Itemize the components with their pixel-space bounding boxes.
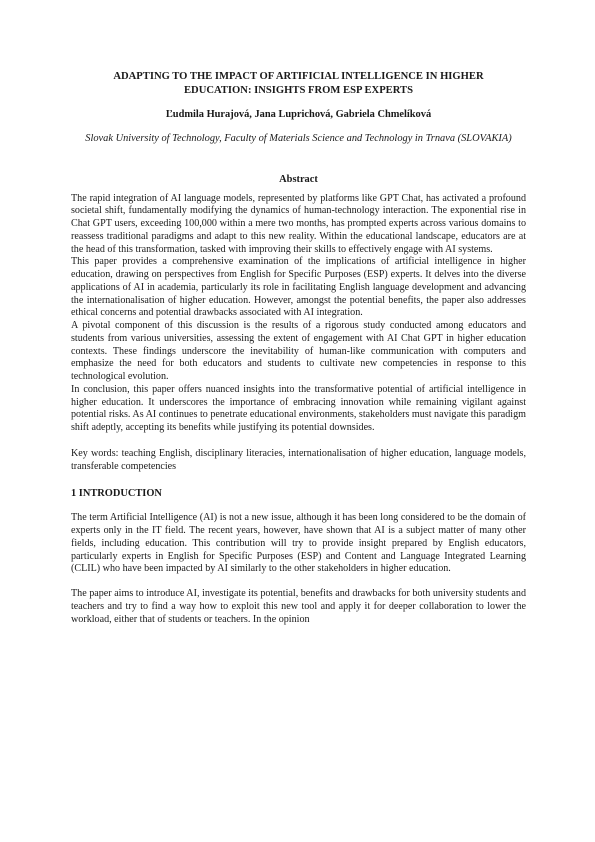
introduction-paragraph: The paper aims to introduce AI, investigate its potential, benefits and drawbacks for both university students and teachers and try to find a way how to exploit this new tool and apply it for deeper collaboration to lower the workload, either that of students or teachers. In the opinion — [71, 588, 526, 625]
section-heading-introduction: 1 INTRODUCTION — [71, 488, 162, 500]
paper-affiliation: Slovak University of Technology, Faculty of Materials Science and Technology in Trnava (SLOVAKIA) — [85, 133, 512, 144]
paper-authors: Ľudmila Hurajová, Jana Luprichová, Gabriela Chmelíková — [165, 109, 432, 120]
paper-title: ADAPTING TO THE IMPACT OF ARTIFICIAL INTELLIGENCE IN HIGHER EDUCATION: INSIGHTS FROM ESP EXPERTS — [113, 71, 484, 96]
abstract-body — [71, 193, 526, 435]
abstract-paragraph: This paper provides a comprehensive examination of the implications of artificial intelligence in higher education, drawing on perspectives from English for Specific Purposes (ESP) experts. It delves into the diverse applications of AI in academia, particularly its role in facilitating English language development and advancing the internationalisation of higher education. However, amongst the potential benefits, the paper also addresses ethical concerns and potential drawbacks associated with AI integration. — [71, 256, 526, 319]
paper-page — [71, 70, 526, 626]
abstract-heading: Abstract — [279, 173, 318, 185]
keywords: Key words: teaching English, disciplinary literacies, internationalisation of higher education, language models, transferable competencies — [71, 447, 526, 472]
introduction-paragraph: The term Artificial Intelligence (AI) is not a new issue, although it has been long considered to be the domain of experts only in the IT field. The recent years, however, have shown that AI is a subject matter of many other fields, including education. This contribution will try to provide insight prepared by English educators, particularly experts in English for Specific Purposes (ESP) and Content and Language Integrated Learning (CLIL) who have been impacted by AI similarly to the other stakeholders in higher education. — [71, 512, 526, 575]
abstract-paragraph: A pivotal component of this discussion is the results of a rigorous study conducted among educators and students from various universities, assessing the extent of engagement with AI Chat GPT in higher education contexts. These findings underscore the inevitability of human-like communication with computers and emphasize the need for both educators and students to cultivate new competencies in response to this technological evolution. — [71, 320, 526, 382]
abstract-paragraph: The rapid integration of AI language models, represented by platforms like GPT Chat, has activated a profound societal shift, fundamentally modifying the dynamics of human-technology interaction. The exponential rise in Chat GPT users, exceeding 100,000 within a mere two months, has prompted experts across various domains to reassess traditional paradigms and adapt to this new reality. Within the educational landscape, educators are at the head of this transformation, tasked with improving their skills to effectively engage with AI systems. — [71, 192, 526, 255]
abstract-paragraph: In conclusion, this paper offers nuanced insights into the transformative potential of artificial intelligence in higher education. It underscores the importance of embracing innovation while remaining vigilant against potential risks. As AI continues to penetrate educational environments, stakeholders must navigate this paradigm shift adeptly, accepting its benefits while justifying its potential downsides. — [71, 383, 526, 433]
